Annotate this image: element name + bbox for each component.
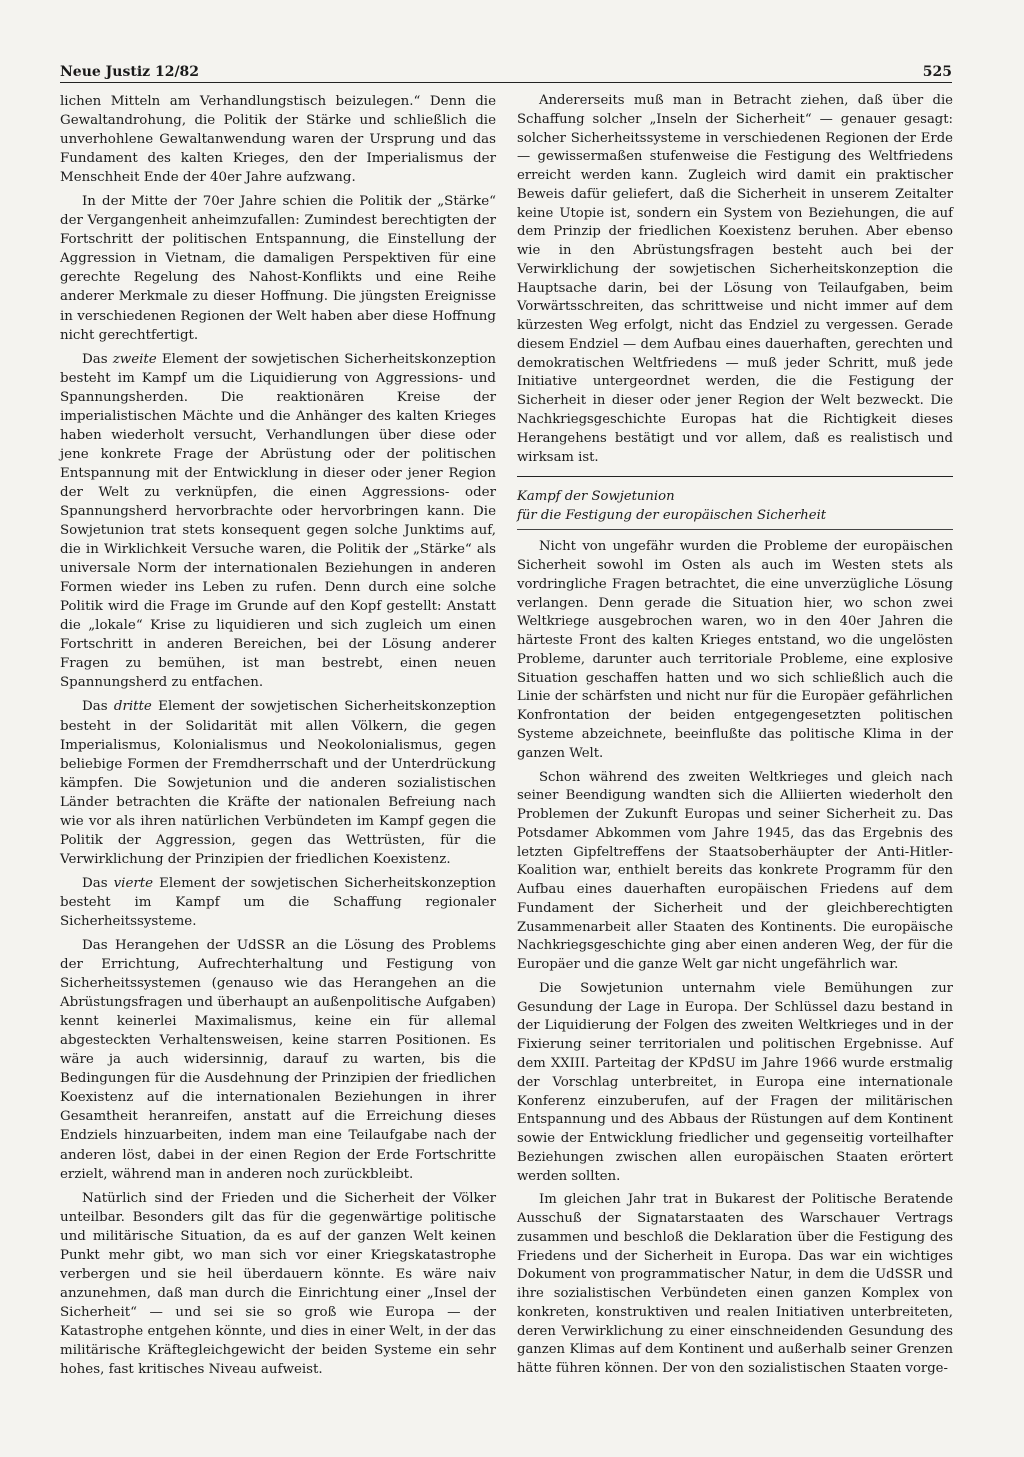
right-column	[517, 92, 953, 1384]
running-head	[60, 64, 952, 83]
section-heading-line: Kampf der Sowjetunion	[517, 489, 675, 505]
section-heading-line: für die Festigung der europäischen Sicherheit	[517, 508, 827, 524]
paragraph: Nicht von ungefähr wurden die Probleme der europäischen Sicherheit sowohl im Osten als auch im Westen stets als vordringliche Fragen betrachtet, die eine unverzügliche Lösung verlangen. Denn gerade die Situation hier, wo schon zwei Weltkriege ausgebrochen waren, wo in den 40er Jahren die härteste Front des kalten Krieges entstand, wo die ungelösten Probleme, darunter auch territoriale Probleme, eine explosive Situation geschaffen hatten und wo sich schließlich auch die Linie der schärfsten und nicht nur für die Europäer gefährlichen Konfrontation der beiden entgegengesetzten politischen Systeme abzeichnete, beeinflußte das politische Klima in der ganzen Welt.	[517, 539, 953, 761]
paragraph: Natürlich sind der Frieden und die Sicherheit der Völker unteilbar. Besonders gilt das für die gegenwärtige politische und militärische Situation, da es auf der ganzen Welt keinen Punkt mehr gibt, wo man sich vor einer Kriegskatastrophe verbergen und sie heil überdauern könnte. Es wäre naiv anzunehmen, daß man durch die Einrichtung einer „Insel der Sicherheit“ — und sei sie so groß wie Europa — der Katastrophe entgehen könnte, und dies in einer Welt, in der das militärische Kräftegleichgewicht der beiden Systeme ein sehr hohes, fast kritisches Niveau aufweist.	[60, 1190, 496, 1378]
page-number: 525	[922, 64, 952, 80]
section-divider	[517, 476, 953, 477]
paragraph: Das Herangehen der UdSSR an die Lösung des Problems der Errichtung, Aufrechterhaltung und Festigung von Sicherheitssystemen (genauso wie das Herangehen an die Abrüstungsfragen und überhaupt an außenpolitische Aufgaben) kennt keinerlei Maximalismus, keine ein für allemal abgesteckten Verhaltensweisen, keine starren Positionen. Es wäre ja auch widersinnig, darauf zu warten, bis die Bedingungen für die Ausdehnung der Prinzipien der friedlichen Koexistenz auf die internationalen Beziehungen in ihrer Gesamtheit heranreifen, anstatt auf die Erreichung dieses Endziels hinzuarbeiten, indem man eine Teilaufgabe nach der anderen löst, dabei in der einen Region der Erde Fortschritte erzielt, während man in anderen noch zurückbleibt.	[60, 938, 496, 1182]
emphasis: dritte	[113, 699, 152, 715]
paragraph: Andererseits muß man in Betracht ziehen, daß über die Schaffung solcher „Inseln der Sicherheit“ — genauer gesagt: solcher Sicherheitssysteme in verschiedenen Regionen der Erde — gewissermaßen stufenweise die Festigung des Weltfriedens erreicht werden kann. Zugleich wird damit ein praktischer Beweis dafür geliefert, daß die Sicherheit in unserem Zeitalter keine Utopie ist, sondern ein System von Beziehungen, die auf dem Prinzip der friedlichen Koexistenz beruhen. Aber ebenso wie in den Abrüstungsfragen besteht auch bei der Verwirklichung der sowjetischen Sicherheitskonzeption die Hauptsache darin, bei der Lösung von Teilaufgaben, beim Vorwärtsschreiten, das schrittweise und nicht immer auf dem kürzesten Weg erfolgt, nicht das Endziel zu vergessen. Gerade diesem Endziel — dem Aufbau eines dauerhaften, gerechten und demokratischen Weltfriedens — muß jeder Schritt, muß jede Initiative untergeordnet werden, die die Festigung der Sicherheit in dieser oder jener Region der Welt bezweckt. Die Nachkriegsgeschichte Europas hat die Richtigkeit dieses Herangehens bestätigt und vor allem, daß es realistisch und wirksam ist.	[517, 93, 953, 465]
section-heading	[517, 487, 953, 530]
paragraph: Im gleichen Jahr trat in Bukarest der Politische Beratende Ausschuß der Signatarstaaten des Warschauer Vertrags zusammen und beschloß die Deklaration über die Festigung des Friedens und der Sicherheit in Europa. Das war ein wichtiges Dokument von programmatischer Natur, in dem die UdSSR und ihre sozialistischen Verbündeten einen ganzen Komplex von konkreten, konstruktiven und realen Initiativen unterbreiteten, deren Verwirklichung zu einer einschneidenden Gesundung des ganzen Klimas auf dem Kontinent und außerhalb seiner Grenzen hätte führen können. Der von den sozialistischen Staaten vorge-	[517, 1192, 953, 1377]
paragraph: Das dritte Element der sowjetischen Sicherheitskonzeption besteht in der Solidarität mit allen Völkern, die gegen Imperialismus, Kolonialismus und Neokolonialismus, gegen beliebige Formen der Fremdherrschaft und der Unterdrückung kämpfen. Die Sowjetunion und die anderen sozialistischen Länder betrachten die Kräfte der nationalen Befreiung nach wie vor als ihren natürlichen Verbündeten im Kampf gegen die Politik der Aggression, gegen das Wettrüsten, für die Verwirklichung der Prinzipien der friedlichen Koexistenz.	[60, 699, 496, 867]
paragraph: Die Sowjetunion unternahm viele Bemühungen zur Gesundung der Lage in Europa. Der Schlüssel dazu bestand in der Liquidierung der Folgen des zweiten Weltkrieges und in der Fixierung seiner territorialen und politischen Ergebnisse. Auf dem XXIII. Parteitag der KPdSU im Jahre 1966 wurde erstmalig der Vorschlag unterbreitet, in Europa eine internationale Konferenz einzuberufen, auf der Fragen der militärischen Entspannung und des Abbaus der Rüstungen auf dem Kontinent sowie der Entwicklung friedlicher und gegenseitig vorteilhafter Beziehungen zwischen allen europäischen Staaten erörtert werden sollten.	[517, 980, 953, 1184]
emphasis: zweite	[112, 351, 157, 367]
paragraph: lichen Mitteln am Verhandlungstisch beizulegen.“ Denn die Gewaltandrohung, die Politik der Stärke und schließlich die unverhohlene Gewaltanwendung waren der Ursprung und das Fundament des kalten Krieges, den der Imperialismus der Menschheit Ende der 40er Jahre aufzwang.	[60, 94, 496, 186]
paragraph: In der Mitte der 70er Jahre schien die Politik der „Stärke“ der Vergangenheit anheimzufallen: Zumindest berechtigten der Fortschritt der politischen Entspannung, die Einstellung der Aggression in Vietnam, die damaligen Perspektiven für eine gerechte Regelung des Nahost-Konflikts und eine Reihe anderer Merkmale zu dieser Hoffnung. Die jüngsten Ereignisse in verschiedenen Regionen der Welt haben aber diese Hoffnung nicht gerechtfertigt.	[60, 194, 496, 343]
paragraph: Das vierte Element der sowjetischen Sicherheitskonzeption besteht im Kampf um die Schaffung regionaler Sicherheitssysteme.	[60, 875, 496, 929]
left-column	[60, 92, 496, 1384]
paragraph: Schon während des zweiten Weltkrieges und gleich nach seiner Beendigung wandten sich die Alliierten wiederholt den Problemen der Zukunft Europas und seiner Sicherheit zu. Das Potsdamer Abkommen vom Jahre 1945, das das Ergebnis des letzten Gipfeltreffens der Staatsoberhäupter der Anti-Hitler-Koalition war, enthielt bereits das konkrete Programm für den Aufbau eines dauerhaften europäischen Friedens auf dem Fundament der Sicherheit und der gleichberechtigten Zusammenarbeit aller Staaten des Kontinents. Die europäische Nachkriegsgeschichte ging aber einen anderen Weg, der für die Europäer und die ganze Welt gar nicht ungefährlich war.	[517, 769, 953, 973]
emphasis: vierte	[113, 875, 154, 891]
journal-issue: Neue Justiz 12/82	[60, 64, 200, 80]
paragraph: Das zweite Element der sowjetischen Sicherheitskonzeption besteht im Kampf um die Liquidierung von Aggressions- und Spannungsherden. Die reaktionären Kreise der imperialistischen Mächte und die Anhänger des kalten Krieges haben wiederholt versucht, Verhandlungen über diese oder jene konkrete Frage der Abrüstung oder der politischen Entspannung mit der Entwicklung in dieser oder jener Region der Welt zu verknüpfen, die einen Aggressions- oder Spannungsherd hervorbrachte oder hervorbringen kann. Die Sowjetunion trat stets konsequent gegen solche Junktims auf, die in Wirklichkeit Versuche waren, die Politik der „Stärke“ als universale Norm der internationalen Beziehungen in anderen Formen wieder ins Leben zu rufen. Denn durch eine solche Politik wird die Frage im Grunde auf den Kopf gestellt: Anstatt die „lokale“ Krise zu liquidieren und sich zugleich um einen Fortschritt in anderen Bereichen, bei der Lösung anderer Fragen zu bemühen, ist man bestrebt, einen neuen Spannungsherd zu entfachen.	[60, 351, 497, 691]
